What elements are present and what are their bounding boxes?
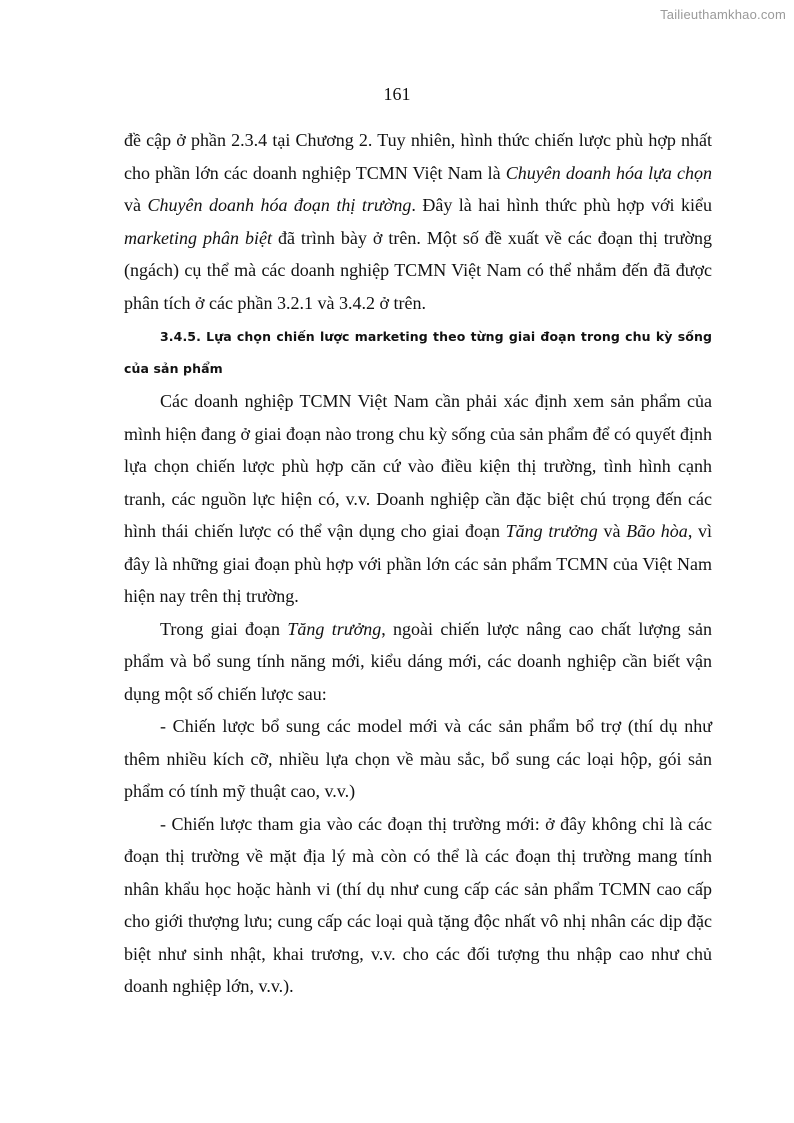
paragraph-2 xyxy=(124,385,712,613)
paragraph-1 xyxy=(124,124,712,319)
italic-term: marketing phân biệt xyxy=(124,227,272,248)
text-run: Trong giai đoạn xyxy=(160,618,288,639)
text-run: đề cập ở phần 2.3.4 tại Chương 2. Tuy nhiên, hình thức chiến lược phù hợp nhất cho phần lớn các doanh nghiệp TCMN Việt Nam là xyxy=(124,130,712,183)
watermark: Tailieuthamkhao.com xyxy=(660,7,786,22)
italic-term: Bão hòa xyxy=(626,521,688,541)
section-heading: 3.4.5. Lựa chọn chiến lược marketing theo từng giai đoạn trong chu kỳ sống của sản phẩm xyxy=(124,329,712,376)
text-run: và xyxy=(124,195,148,215)
document-body xyxy=(124,124,712,1003)
italic-term: Chuyên doanh hóa lựa chọn xyxy=(505,162,712,183)
text-run: . Đây là hai hình thức phù hợp với kiểu xyxy=(411,195,712,215)
bullet-item-2: - Chiến lược tham gia vào các đoạn thị trường mới: ở đây không chỉ là các đoạn thị trường về mặt địa lý mà còn có thể là các đoạn thị trường mang tính nhân khẩu học hoặc hành vi (thí dụ như cung cấp các sản phẩm TCMN cao cấp cho giới thượng lưu; cung cấp các loại quà tặng độc nhất vô nhị nhân các dịp đặc biệt như sinh nhật, khai trương, v.v. cho các đối tượng thu nhập cao như chủ doanh nghiệp lớn, v.v.). xyxy=(124,813,712,996)
bullet-item-1: - Chiến lược bổ sung các model mới và các sản phẩm bổ trợ (thí dụ như thêm nhiều kích cỡ, nhiều lựa chọn về màu sắc, bổ sung các loại hộp, gói sản phẩm có tính mỹ thuật cao, v.v.) xyxy=(124,716,712,801)
text-run: đã trình bày ở trên. Một số đề xuất về các đoạn thị trường (ngách) cụ thể mà các doanh nghiệp TCMN Việt Nam có thể nhắm đến đã được phân tích ở các phần 3.2.1 và 3.4.2 ở trên. xyxy=(124,227,713,313)
italic-term: Tăng trưởng xyxy=(287,618,382,639)
text-run: , vì đây là những giai đoạn phù hợp với phần lớn các sản phẩm TCMN của Việt Nam hiện nay trên thị trường. xyxy=(124,521,712,606)
text-run: , ngoài chiến lược nâng cao chất lượng sản phẩm và bổ sung tính năng mới, kiểu dáng mới, các doanh nghiệp cần biết vận dụng một số chiến lược sau: xyxy=(124,618,712,704)
page-number: 161 xyxy=(383,84,411,104)
text-run: Các doanh nghiệp TCMN Việt Nam cần phải xác định xem sản phẩm của mình hiện đang ở giai đoạn nào trong chu kỳ sống của sản phẩm để có quyết định lựa chọn chiến lược phù hợp căn cứ vào điều kiện thị trường, tình hình cạnh tranh, các nguồn lực hiện có, v.v. Doanh nghiệp cần đặc biệt chú trọng đến các hình thái chiến lược có thể vận dụng cho giai đoạn xyxy=(124,391,712,541)
text-run: và xyxy=(597,521,627,541)
paragraph-3 xyxy=(124,613,712,711)
italic-term: Tăng trưởng xyxy=(505,521,598,541)
italic-term: Chuyên doanh hóa đoạn thị trường xyxy=(147,195,412,215)
